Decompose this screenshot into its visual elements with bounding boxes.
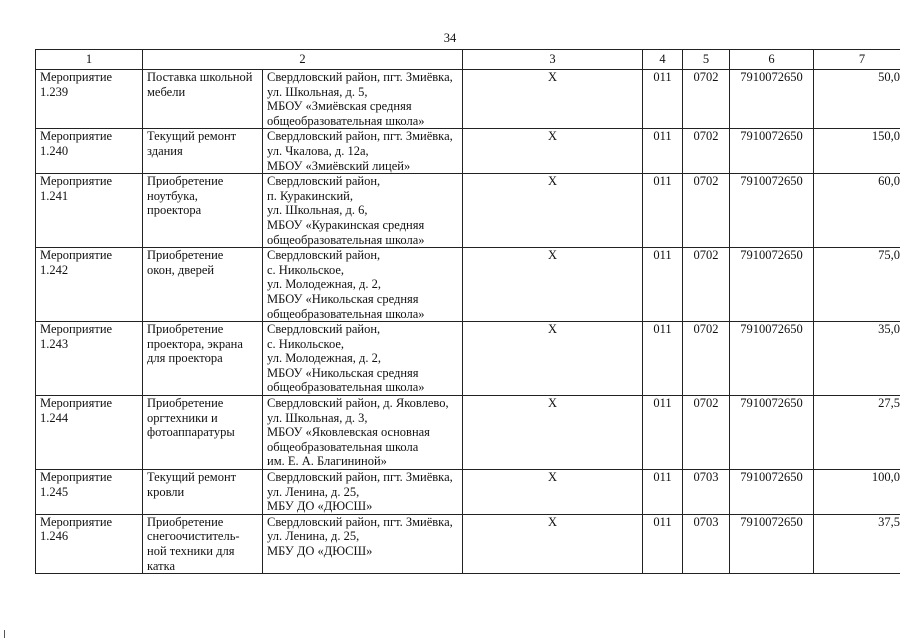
name-cell-line: катка [147,558,176,573]
table-row [36,514,900,573]
table-row [36,174,900,248]
name-cell-line: проектора [147,203,202,218]
name-cell-line: Приобретение [147,322,224,337]
name-cell-line: Текущий ремонт [147,129,237,144]
location-cell-line: Свердловский район, пгт. Змиёвка, [267,70,453,84]
name-cell-line: для проектора [147,351,223,366]
name-cell-line: мебели [147,84,186,99]
event-cell [36,174,143,248]
section-cell: 0703 [683,470,730,515]
location-cell-line: общеобразовательная школа [267,439,419,454]
target-code-cell: 7910072650 [730,470,814,515]
target-code-cell: 7910072650 [730,514,814,573]
location-cell-line: ул. Чкалова, д. 12а, [267,143,369,158]
location-cell-line: МБОУ «Яковлевская основная [267,425,430,440]
code-cell: 011 [643,129,683,174]
header-col-7: 7 [814,50,900,70]
amount-cell: 60,0 [814,174,900,248]
page-number: 34 [443,31,457,45]
header-col-4: 4 [643,50,683,70]
target-code-cell: 7910072650 [730,129,814,174]
location-cell-line: МБОУ «Никольская средняя [267,365,419,380]
section-cell: 0702 [683,248,730,322]
name-cell [143,129,263,174]
event-cell [36,248,143,322]
table-header-row [36,50,900,70]
name-cell-line: Приобретение [147,514,224,529]
event-cell [36,322,143,396]
amount-cell: 37,5 [814,514,900,573]
name-cell-line: Приобретение [147,396,224,411]
mark-cell: Х [463,70,643,129]
location-cell-line: ул. Молодежная, д. 2, [267,351,381,366]
name-cell [143,470,263,515]
mark-cell: Х [463,129,643,174]
name-cell-line: здания [147,143,183,158]
amount-cell: 150,0 [814,129,900,174]
event-cell-line: Мероприятие [40,396,113,411]
name-cell-line: Приобретение [147,174,224,189]
location-cell-line: Свердловский район, [267,248,381,263]
event-cell-line: 1.242 [40,262,69,277]
code-cell: 011 [643,396,683,470]
header-col-5: 5 [683,50,730,70]
section-cell: 0702 [683,322,730,396]
code-cell: 011 [643,174,683,248]
section-cell: 0702 [683,174,730,248]
location-cell-line: МБУ ДО «ДЮСШ» [267,499,373,514]
target-code-cell: 7910072650 [730,248,814,322]
event-cell-line: Мероприятие [40,470,113,485]
event-cell-line: Мероприятие [40,248,113,263]
target-code-cell: 7910072650 [730,396,814,470]
location-cell-line: Свердловский район, пгт. Змиёвка, [267,514,453,529]
location-cell-line: ул. Молодежная, д. 2, [267,277,381,292]
code-cell: 011 [643,70,683,129]
header-col-6: 6 [730,50,814,70]
location-cell [263,470,463,515]
table-row [36,129,900,174]
table-row [36,70,900,129]
event-cell [36,470,143,515]
event-cell-line: 1.239 [40,84,69,99]
location-cell-line: ул. Школьная, д. 6, [267,203,368,218]
target-code-cell: 7910072650 [730,322,814,396]
event-cell-line: Мероприятие [40,174,113,189]
event-cell-line: 1.245 [40,484,69,499]
name-cell-line: Поставка школьной [147,70,253,84]
amount-cell: 75,0 [814,248,900,322]
location-cell-line: общеобразовательная школа» [267,306,425,321]
location-cell-line: ул. Школьная, д. 5, [267,84,368,99]
event-cell-line: Мероприятие [40,70,113,84]
location-cell-line: общеобразовательная школа» [267,380,425,395]
section-cell: 0702 [683,129,730,174]
name-cell-line: Текущий ремонт [147,470,237,485]
event-cell [36,396,143,470]
event-cell [36,70,143,129]
location-cell-line: МБОУ «Куракинская средняя [267,217,425,232]
target-code-cell: 7910072650 [730,174,814,248]
mark-cell: Х [463,514,643,573]
name-cell-line: фотоаппаратуры [147,425,235,440]
section-cell: 0702 [683,396,730,470]
table-row [36,322,900,396]
location-cell-line: ул. Ленина, д. 25, [267,529,360,544]
event-cell-line: 1.243 [40,336,69,351]
location-cell-line: Свердловский район, пгт. Змиёвка, [267,129,453,144]
table-row [36,248,900,322]
event-cell-line: 1.244 [40,410,69,425]
mark-cell: Х [463,174,643,248]
location-cell-line: ул. Школьная, д. 3, [267,410,368,425]
amount-cell: 35,0 [814,322,900,396]
amount-cell: 100,0 [814,470,900,515]
location-cell [263,70,463,129]
name-cell [143,322,263,396]
event-cell-line: 1.246 [40,529,69,544]
budget-table [35,49,900,574]
event-cell-line: Мероприятие [40,322,113,337]
event-cell [36,514,143,573]
header-col-2: 2 [143,50,463,70]
header-col-3: 3 [463,50,643,70]
location-cell-line: Свердловский район, пгт. Змиёвка, [267,470,453,485]
location-cell [263,514,463,573]
event-cell-line: 1.241 [40,188,69,203]
mark-cell: Х [463,470,643,515]
event-cell-line: 1.240 [40,143,69,158]
code-cell: 011 [643,248,683,322]
margin-mark [4,630,5,638]
name-cell-line: Приобретение [147,248,224,263]
location-cell-line: с. Никольское, [267,262,345,277]
table-row [36,470,900,515]
location-cell-line: Свердловский район, [267,174,381,189]
name-cell [143,70,263,129]
location-cell-line: МБУ ДО «ДЮСШ» [267,544,373,558]
amount-cell: 50,0 [814,70,900,129]
mark-cell: Х [463,248,643,322]
code-cell: 011 [643,514,683,573]
name-cell-line: оргтехники и [147,410,218,425]
location-cell-line: Свердловский район, [267,322,381,337]
name-cell [143,514,263,573]
target-code-cell: 7910072650 [730,70,814,129]
header-col-1: 1 [36,50,143,70]
location-cell-line: с. Никольское, [267,336,345,351]
location-cell-line: им. Е. А. Благининой» [267,454,387,469]
event-cell-line: Мероприятие [40,129,113,144]
location-cell [263,248,463,322]
mark-cell: Х [463,322,643,396]
location-cell-line: МБОУ «Никольская средняя [267,291,419,306]
location-cell-line: п. Куракинский, [267,188,353,203]
location-cell [263,174,463,248]
location-cell-line: общеобразовательная школа» [267,232,425,247]
name-cell-line: снегоочиститель- [147,529,240,544]
name-cell-line: ноутбука, [147,188,198,203]
section-cell: 0702 [683,70,730,129]
name-cell-line: ной техники для [147,544,235,558]
code-cell: 011 [643,322,683,396]
event-cell [36,129,143,174]
location-cell [263,396,463,470]
location-cell-line: ул. Ленина, д. 25, [267,484,360,499]
section-cell: 0703 [683,514,730,573]
name-cell-line: проектора, экрана [147,336,243,351]
name-cell-line: окон, дверей [147,262,215,277]
location-cell-line: Свердловский район, д. Яковлево, [267,396,449,411]
table-row [36,396,900,470]
name-cell [143,174,263,248]
name-cell-line: кровли [147,484,185,499]
mark-cell: Х [463,396,643,470]
location-cell [263,322,463,396]
location-cell-line: МБОУ «Змиёвская средняя [267,99,412,114]
location-cell-line: общеобразовательная школа» [267,113,425,128]
location-cell [263,129,463,174]
location-cell-line: МБОУ «Змиёвский лицей» [267,158,411,173]
name-cell [143,248,263,322]
code-cell: 011 [643,470,683,515]
amount-cell: 27,5 [814,396,900,470]
name-cell [143,396,263,470]
event-cell-line: Мероприятие [40,514,113,529]
